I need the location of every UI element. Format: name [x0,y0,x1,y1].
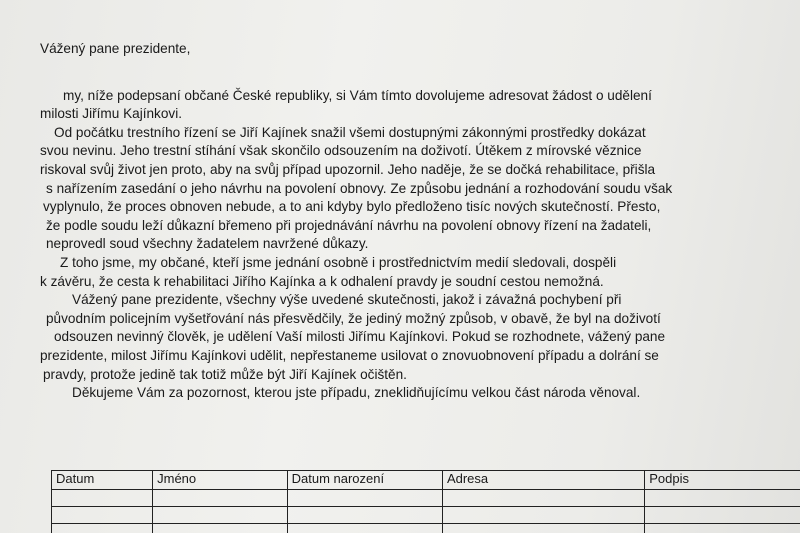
letter-line: odsouzen nevinný člověk, je udělení Vaší milosti Jiřímu Kajínkovi. Pokud se rozhodnete, vážený pane [54,329,666,345]
table-cell[interactable] [442,524,644,533]
letter-line: milosti Jiřímu Kajínkovi. [40,106,183,122]
letter-line: Z toho jsme, my občané, kteří jsme jednání osobně i prostřednictvím medií sledovali, dospěli [60,254,617,270]
letter-line: s nařízením zasedání o jeho návrhu na povolení obnovy. Ze způsobu jednání a rozhodování soudu však [46,180,673,196]
table-cell[interactable] [153,490,287,507]
letter-line: pravdy, protože jedině tak totiž může být Jiří Kajínek očištěn. [43,366,407,382]
table-cell[interactable] [645,507,800,524]
table-cell[interactable] [442,507,644,524]
letter-line: my, níže podepsaní občané České republiky, si Vám tímto dovolujeme adresovat žádost o udělení [63,87,652,103]
header-date: Datum [52,471,153,490]
letter-line: Od počátku trestního řízení se Jiří Kajínek snažil všemi dostupnými zákonnými prostředky dokázat [54,124,646,140]
table-row[interactable] [52,524,800,533]
letter-line: Děkujeme Vám za pozornost, kterou jste případu, zneklidňujícímu velkou část národa věnoval. [72,385,641,401]
table-cell[interactable] [645,524,800,533]
header-signature: Podpis [645,471,800,490]
letter-line: k závěru, že cesta k rehabilitaci Jiřího Kajínka a k odhalení pravdy je soudní cestou nemožná. [40,273,604,289]
header-name: Jméno [153,471,287,490]
table-cell[interactable] [52,507,153,524]
letter-line: původním policejním vyšetřování nás přesvědčily, že jediný možný způsob, v obavě, že byl na doživotí [46,310,661,326]
header-address: Adresa [442,471,644,490]
signature-table-header [52,471,800,490]
signature-table [51,470,800,533]
table-cell[interactable] [442,490,644,507]
letter-line: svou nevinu. Jeho trestní stíhání však skončilo odsouzením na doživotí. Útěkem z mírovské věznice [40,143,642,159]
letter-body [40,40,780,403]
table-row[interactable] [52,490,800,507]
letter-line: Vážený pane prezidente, všechny výše uvedené skutečnosti, jakož i závažná pochybení při [72,292,622,308]
letter-salutation: Vážený pane prezidente, [40,41,191,56]
table-cell[interactable] [645,490,800,507]
letter-line: že podle soudu leží důkazní břemeno při projednávání návrhu na povolení obnovy řízení na žadateli, [46,217,652,233]
table-row[interactable] [52,507,800,524]
letter-line: vyplynulo, že proces obnoven nebude, a to ani kdyby bylo předloženo tisíc nových skutečností. Přesto, [43,199,661,215]
table-cell[interactable] [287,524,442,533]
table-cell[interactable] [153,507,287,524]
table-cell[interactable] [287,507,442,524]
table-cell[interactable] [52,490,153,507]
letter-line: prezidente, milost Jiřímu Kajínkovi udělit, nepřestaneme usilovat o znovuobnovení případu a dolrání se [40,347,659,363]
letter-line: riskoval svůj život jen proto, aby na svůj případ upozornil. Jeho naděje, že se dočká rehabilitace, přišla [40,161,656,177]
letter-line: neprovedl soud všechny žadatelem navržené důkazy. [46,236,369,252]
table-cell[interactable] [287,490,442,507]
table-cell[interactable] [153,524,287,533]
header-birth-date: Datum narození [287,471,442,490]
table-cell[interactable] [52,524,153,533]
